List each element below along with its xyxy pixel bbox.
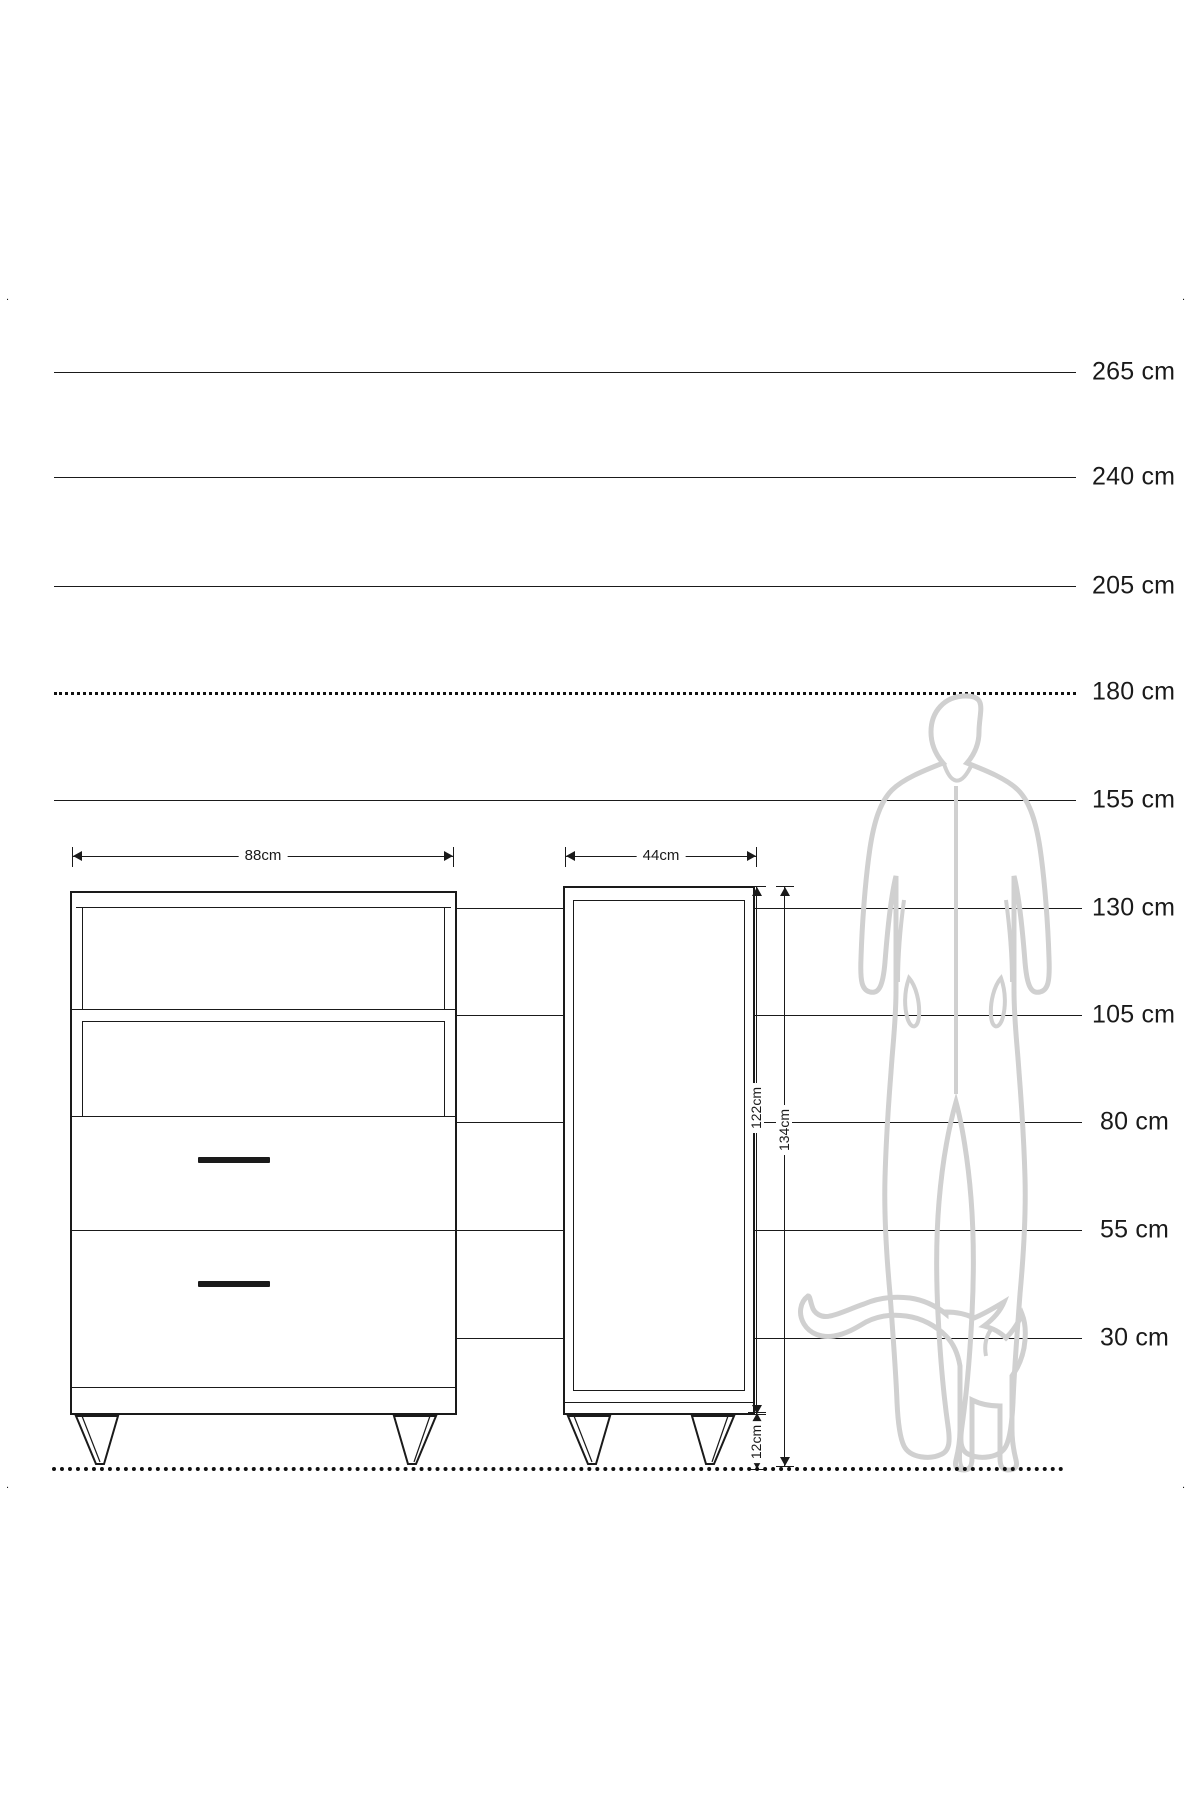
tall-cabinet-body[interactable]	[563, 886, 755, 1415]
scale-label-265: 265 cm	[1092, 357, 1176, 386]
corner-mark-bottom-left: .	[6, 1479, 10, 1491]
cat-silhouette	[796, 1280, 1046, 1475]
chest-shelf2-left-edge	[82, 1021, 83, 1116]
dimension-cabinet-total-height	[776, 886, 794, 1467]
scale-label-105: 105 cm	[1092, 1000, 1176, 1029]
scale-label-30: 30 cm	[1100, 1323, 1170, 1352]
dimension-cabinet-width	[565, 847, 757, 867]
cabinet-door-bottom-edge	[573, 1390, 745, 1391]
scale-row-205	[0, 571, 1200, 600]
cabinet-leg-left	[566, 1414, 614, 1473]
scale-label-240: 240 cm	[1092, 462, 1176, 491]
corner-mark-top-right: .	[1182, 291, 1186, 303]
chest-shelf2-right-edge	[444, 1021, 445, 1116]
scale-label-130: 130 cm	[1092, 893, 1176, 922]
cabinet-bottom-rail	[565, 1402, 753, 1403]
corner-mark-top-left: .	[6, 291, 10, 303]
scale-rule-240	[54, 477, 1076, 478]
dimension-cabinet-body-height-label: 122cm	[748, 1083, 764, 1133]
dimension-leg-height-label: 12cm	[748, 1421, 764, 1463]
chest-drawer-1-handle[interactable]	[198, 1157, 270, 1163]
chest-leg-left	[74, 1414, 122, 1473]
scale-row-265	[0, 357, 1200, 386]
chest-of-drawers-body[interactable]	[70, 891, 457, 1415]
chest-bottom-rail	[72, 1387, 455, 1388]
cabinet-leg-right	[688, 1414, 736, 1473]
ground-line	[52, 1467, 1064, 1471]
dimension-leg-height	[748, 1412, 766, 1470]
dimension-cabinet-width-label: 44cm	[637, 846, 686, 866]
cabinet-door-right-edge	[744, 900, 745, 1391]
chest-shelf-right-edge	[444, 907, 445, 1009]
scale-label-80: 80 cm	[1100, 1107, 1170, 1136]
scale-label-205: 205 cm	[1092, 571, 1176, 600]
chest-drawer-1-divider	[72, 1230, 455, 1231]
chest-top-panel-line	[76, 907, 451, 908]
scale-label-55: 55 cm	[1100, 1215, 1170, 1244]
dimension-cabinet-total-height-label: 134cm	[776, 1105, 792, 1155]
dimension-chest-width	[72, 847, 454, 867]
chest-shelf-2-line	[72, 1116, 455, 1117]
scale-label-155: 155 cm	[1092, 785, 1176, 814]
chest-shelf-1-inner	[82, 1021, 445, 1022]
dimension-chest-width-label: 88cm	[239, 846, 288, 866]
dimension-cabinet-body-height	[748, 886, 766, 1415]
corner-mark-bottom-right: .	[1182, 1479, 1186, 1491]
chest-shelf-left-edge	[82, 907, 83, 1009]
chest-drawer-2-handle[interactable]	[198, 1281, 270, 1287]
cabinet-top-line	[573, 900, 745, 901]
chest-leg-right	[390, 1414, 438, 1473]
scale-rule-205	[54, 586, 1076, 587]
chest-shelf-1-line	[72, 1009, 455, 1010]
scale-row-240	[0, 462, 1200, 491]
scale-label-180: 180 cm	[1092, 677, 1176, 706]
cabinet-door-left-edge	[573, 900, 574, 1391]
scale-rule-265	[54, 372, 1076, 373]
